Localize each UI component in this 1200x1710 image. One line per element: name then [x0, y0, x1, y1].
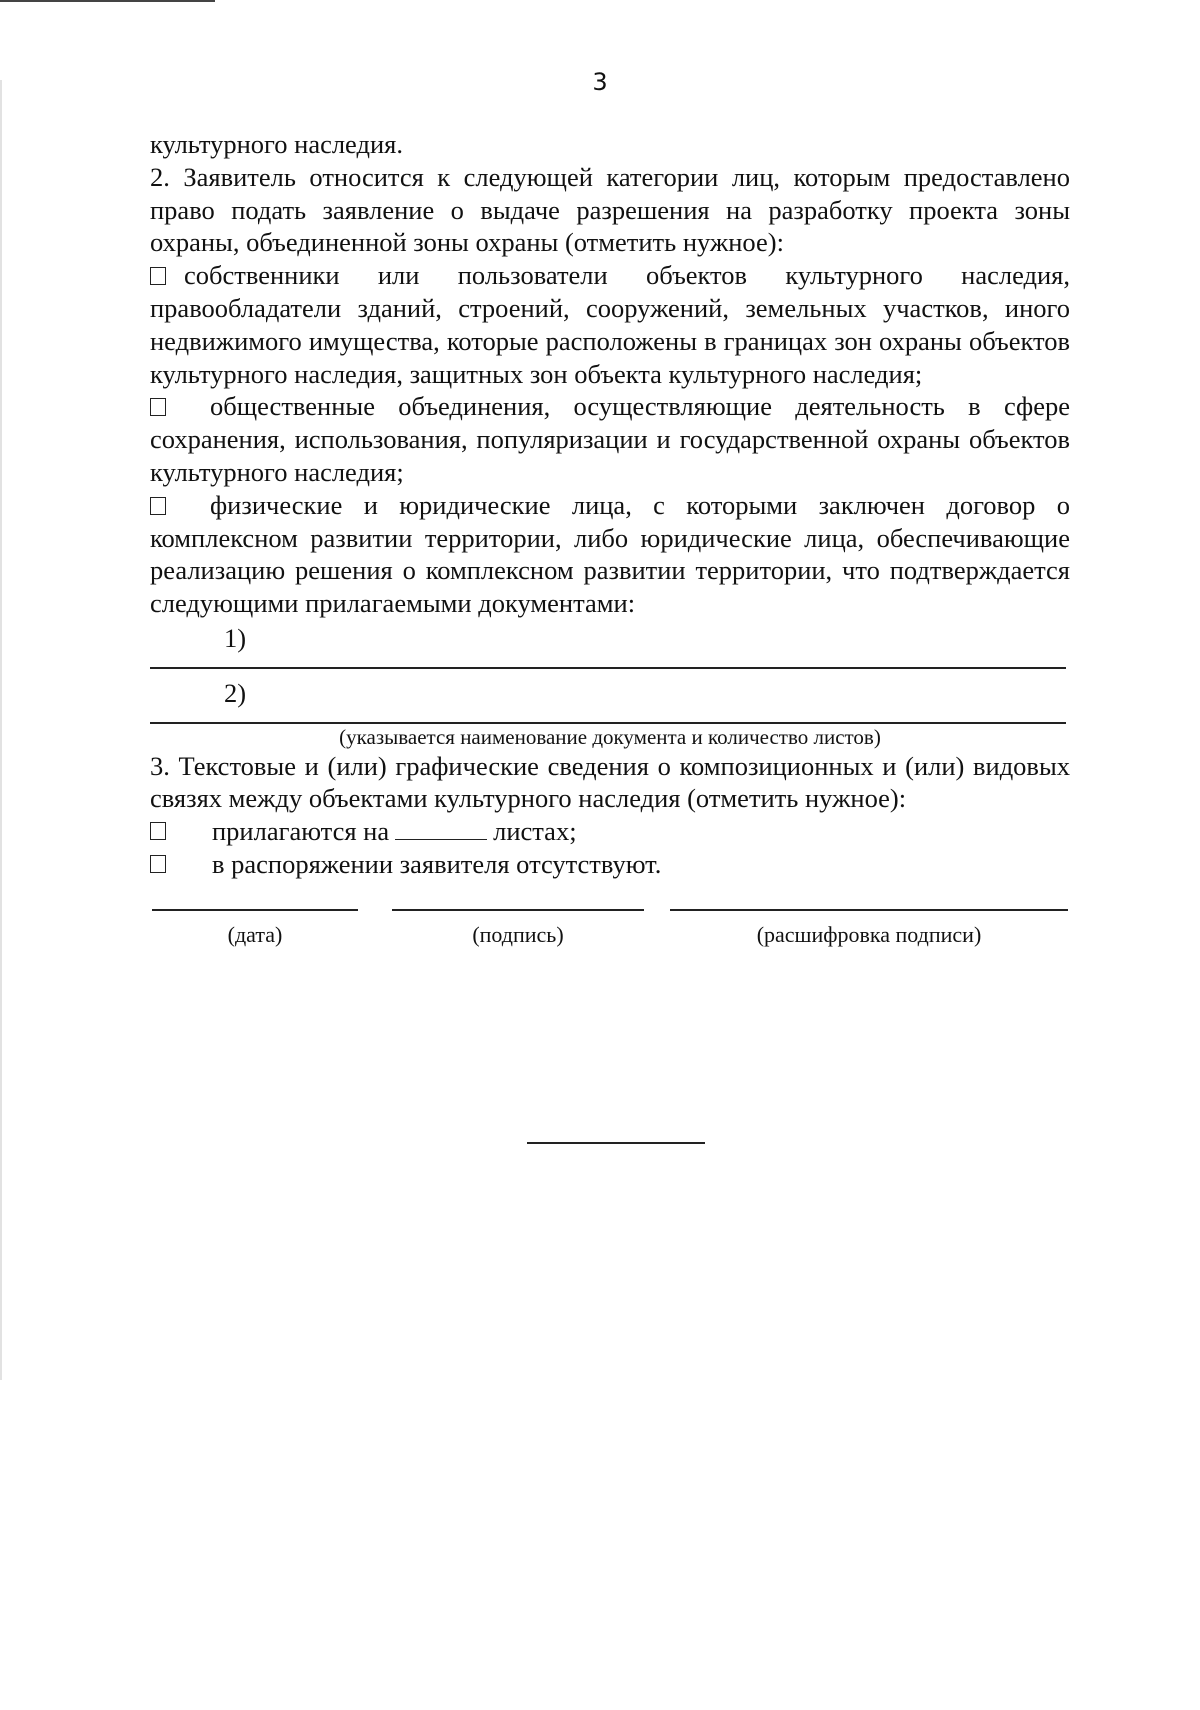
option-attached-prefix: прилагаются на [212, 816, 390, 847]
signature-line[interactable] [392, 909, 644, 911]
option-attached [150, 815, 1070, 848]
page-number: 3 [592, 68, 608, 96]
option-development [150, 489, 1070, 620]
signature-block [150, 909, 1070, 969]
scan-artifact-top [0, 0, 215, 2]
doc-item-1-number: 1) [224, 622, 247, 653]
option-public-associations [150, 390, 1070, 488]
option-absent-text: в распоряжении заявителя отсутствуют. [212, 848, 662, 879]
scan-artifact-left [0, 80, 2, 1380]
doc-item-1-line[interactable] [150, 667, 1066, 669]
option-public-associations-text: общественные объединения, осуществляющие деятельность в сфере сохранения, использования, популяризации и государственной охраны объектов культурного наследия; [150, 391, 1070, 487]
option-owners-text: собственники или пользователи объектов культурного наследия, правообладатели зданий, строений, сооружений, земельных участков, иного недвижимого имущества, которые расположены в границах зон охраны объектов культурного наследия, защитных зон объекта культурного наследия; [150, 260, 1070, 389]
doc-items-caption: (указывается наименование документа и количество листов) [339, 724, 881, 749]
checkbox-development[interactable] [150, 497, 166, 515]
checkbox-owners[interactable] [150, 267, 166, 285]
section-2-intro: 2. Заявитель относится к следующей категории лиц, которым предоставлено право подать заявление о выдаче разрешения на разработку проекта зоны охраны, объединенной зоны охраны (отметить нужное): [150, 161, 1070, 258]
checkbox-public-associations[interactable] [150, 398, 166, 416]
signature-label: (подпись) [472, 921, 564, 947]
decoding-label: (расшифровка подписи) [756, 921, 982, 947]
option-attached-text [212, 815, 577, 848]
decoding-line[interactable] [670, 909, 1068, 911]
date-line[interactable] [152, 909, 358, 911]
checkbox-attached[interactable] [150, 822, 166, 840]
option-owners [150, 259, 1070, 390]
doc-item-2-number: 2) [224, 677, 247, 708]
option-absent [150, 848, 1070, 881]
option-attached-suffix: листах; [493, 816, 577, 847]
checkbox-absent[interactable] [150, 855, 166, 873]
sheets-count-field[interactable] [395, 819, 487, 840]
option-development-text: физические и юридические лица, с которыми заключен договор о комплексном развитии территории, либо юридические лица, обеспечивающие реализацию решения о комплексном развитии территории, что подтверждается следующими прилагаемыми документами: [150, 489, 1070, 619]
date-label: (дата) [227, 921, 283, 947]
continuation-text: культурного наследия. [150, 129, 403, 159]
end-of-document-line [527, 1142, 705, 1144]
document-body [150, 128, 1070, 969]
section-3-intro: 3. Текстовые и (или) графические сведения о композиционных и (или) видовых связях между объектами культурного наследия (отметить нужное): [150, 750, 1070, 814]
